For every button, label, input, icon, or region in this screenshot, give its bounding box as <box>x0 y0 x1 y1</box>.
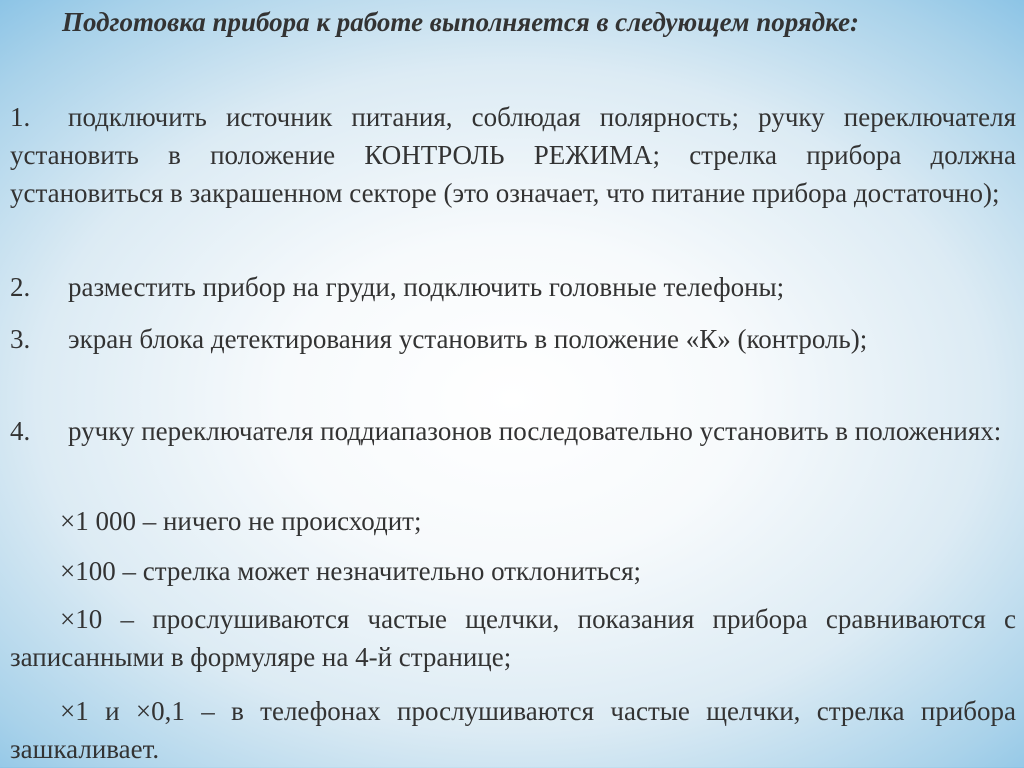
list-item-4 <box>10 412 1016 450</box>
list-item-2 <box>10 268 1016 306</box>
list-item-text: ручку переключателя поддиапазонов последовательно установить в положениях: <box>68 416 1002 446</box>
list-item-number: 2. <box>10 272 31 302</box>
list-item-text: разместить прибор на груди, подключить головные телефоны; <box>68 272 785 302</box>
position-item-2: ×100 – стрелка может незначительно отклониться; <box>60 556 642 586</box>
list-item-1 <box>10 98 1016 212</box>
position-item-1: ×1 000 – ничего не происходит; <box>60 506 422 536</box>
slide-heading: Подготовка прибора к работе выполняется в следующем порядке: <box>62 7 860 37</box>
list-item-number: 1. <box>10 102 31 132</box>
position-item-4: ×1 и ×0,1 – в телефонах прослушиваются частые щелчки, стрелка прибора зашкаливает. <box>10 696 1016 764</box>
list-item-text: экран блока детектирования установить в положение «К» (контроль); <box>68 324 868 354</box>
list-item-3 <box>10 320 1016 358</box>
position-item-3: ×10 – прослушиваются частые щелчки, показания прибора сравниваются с записанными в формуляре на 4-й странице; <box>10 604 1016 672</box>
list-item-number: 4. <box>10 416 31 446</box>
list-item-text: подключить источник питания, соблюдая полярность; ручку переключателя установить в положение КОНТРОЛЬ РЕЖИМА; стрелка прибора должна установиться в закрашенном секторе (это означает, что питание прибора достаточно); <box>10 102 1016 208</box>
list-item-number: 3. <box>10 324 31 354</box>
